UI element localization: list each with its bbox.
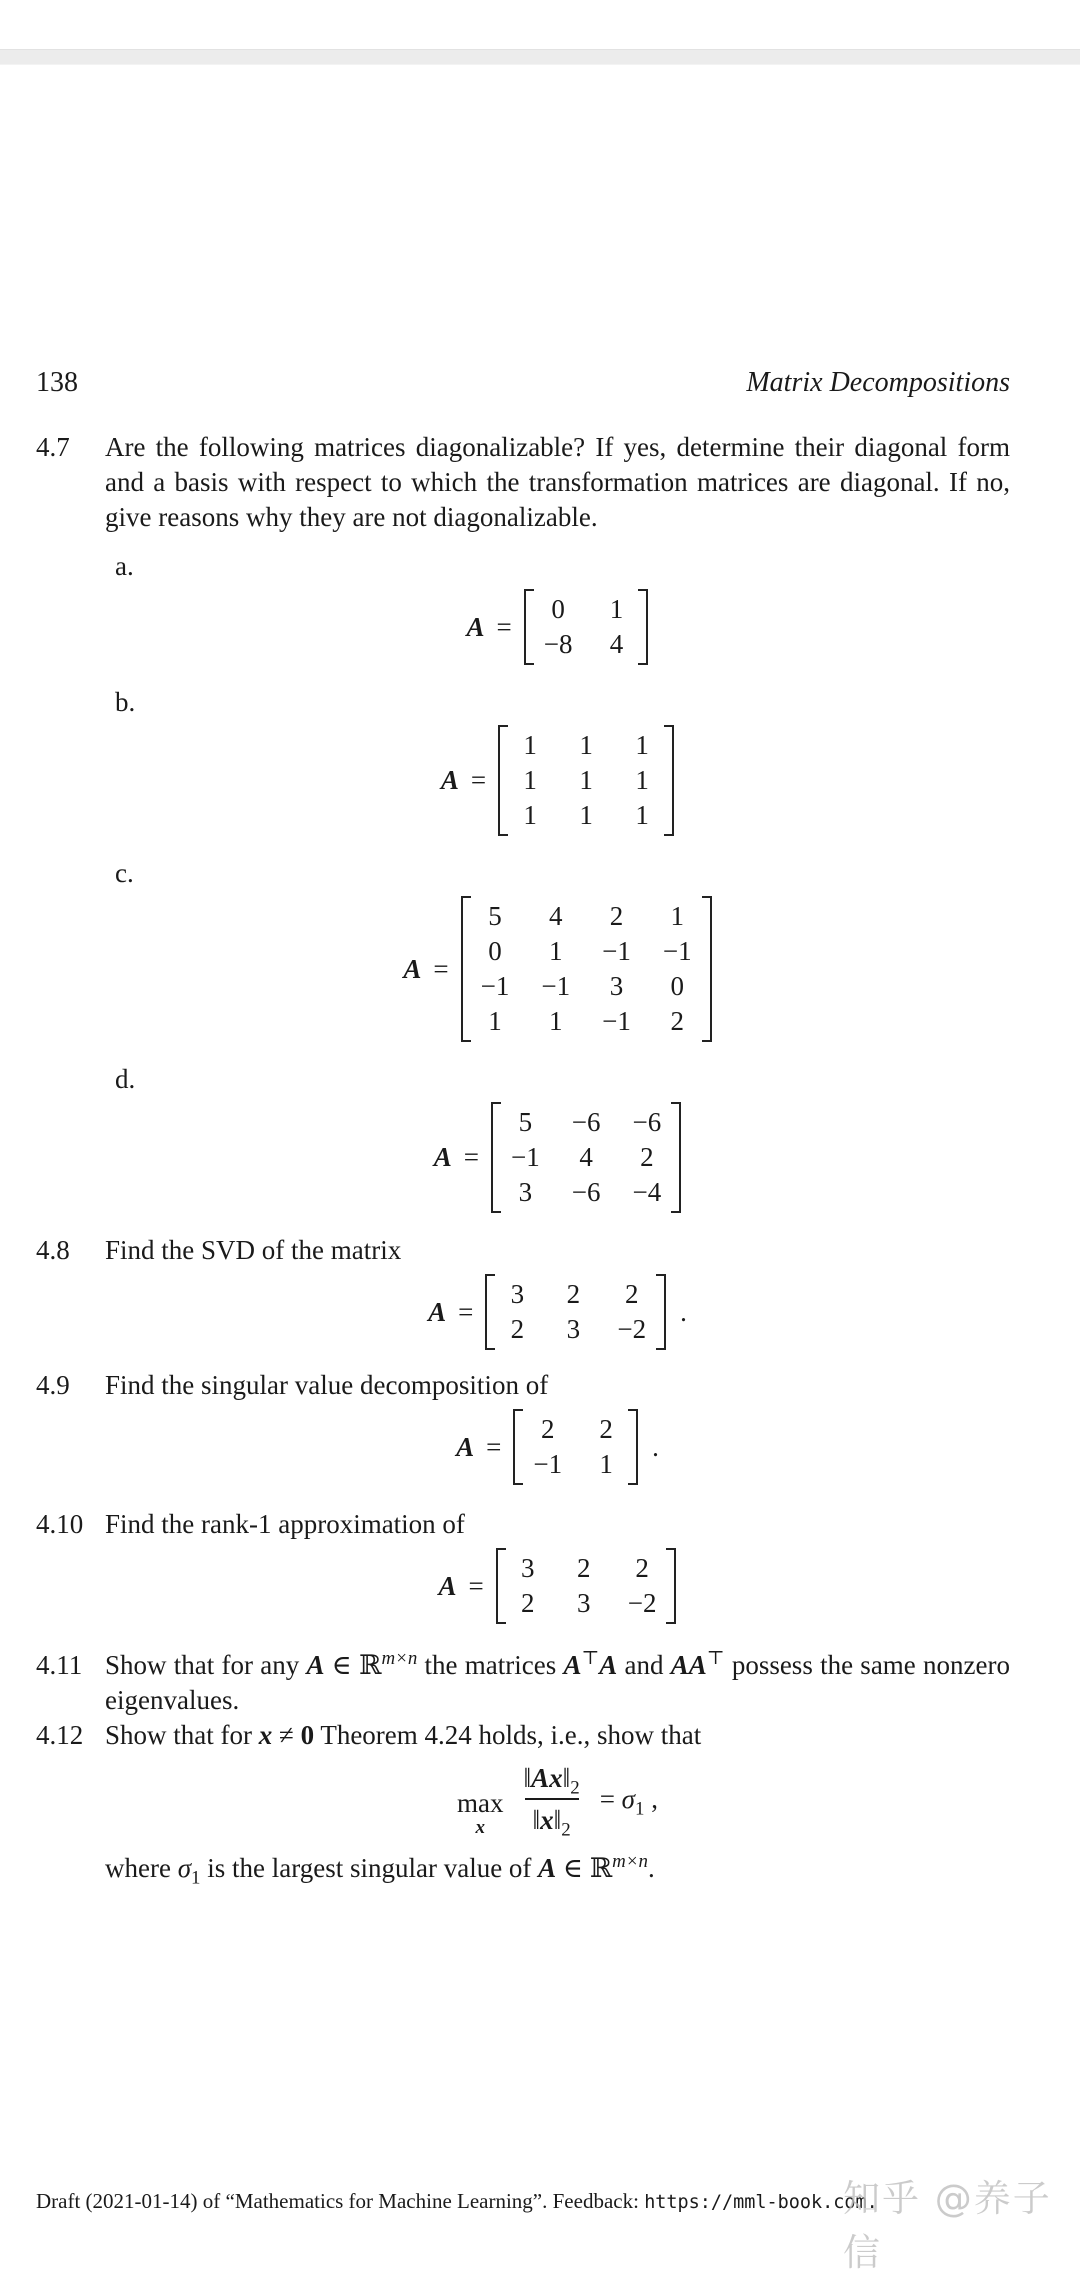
- matrix-cell: 1: [579, 730, 593, 760]
- matrix-cell: −1: [480, 971, 510, 1001]
- equation: [105, 1274, 1010, 1350]
- matrix-cell: 1: [579, 800, 593, 830]
- matrix-bracket-right: [628, 1409, 638, 1485]
- matrix-bracket-right: [638, 589, 648, 665]
- matrix-symbol: A: [440, 765, 459, 795]
- matrix-cell: 1: [523, 800, 537, 830]
- fraction-denominator: [525, 1798, 579, 1841]
- equals-sign: =: [486, 1431, 502, 1462]
- matrix-cell: −1: [511, 1142, 540, 1172]
- matrix-cell: 1: [609, 594, 624, 624]
- max-operator: [457, 1788, 504, 1838]
- text-segment: .: [647, 1853, 655, 1883]
- text-segment: Draft (2021-01-14) of “Mathematics for Machine Learning”. Feedback:: [36, 2189, 645, 2213]
- text-segment: ‖: [553, 1805, 562, 1835]
- fraction-numerator: [516, 1761, 588, 1798]
- matrix-cell: 2: [640, 1142, 654, 1172]
- matrix-cell: 2: [577, 1553, 591, 1583]
- matrix-cell: 1: [635, 765, 649, 795]
- matrix-cell: 2: [510, 1314, 525, 1344]
- text-segment: m×n: [612, 1851, 648, 1872]
- equation-b: [105, 725, 1010, 836]
- text-segment: AA: [670, 1650, 707, 1680]
- text-segment: https://mml-book.com.: [644, 2192, 878, 2213]
- text-segment: x: [258, 1720, 273, 1750]
- equals-sign: =: [470, 765, 487, 795]
- text-segment: ‖: [532, 1805, 541, 1835]
- text-segment: is the largest singular value of: [200, 1853, 539, 1883]
- matrix-symbol: A: [428, 1296, 447, 1327]
- exercise-text: Find the singular value decomposition of: [105, 1370, 549, 1400]
- footer-text: [36, 2189, 878, 2213]
- text-segment: A: [599, 1650, 618, 1680]
- exercise-body: [105, 430, 1010, 1231]
- operator-subscript: x: [475, 1817, 486, 1838]
- matrix-cell: 5: [518, 1107, 533, 1137]
- trailing-period: .: [680, 1296, 687, 1327]
- exercise-text: Are the following matrices diagonalizable? If yes, determine their diagonal form and a basis with respect to which the transformation matrices are diagonal. If no, give reasons why they are not diagonalizable.: [105, 432, 1010, 532]
- matrix: [498, 725, 674, 836]
- matrix-symbol: A: [466, 611, 485, 642]
- matrix-cell: 1: [635, 730, 649, 760]
- matrix-cell: −6: [632, 1107, 662, 1137]
- matrix-cell: 2: [635, 1553, 649, 1583]
- matrix-cell: 3: [577, 1588, 591, 1618]
- text-segment: possess the same nonzero eigenvalues.: [105, 1650, 1010, 1715]
- text-segment: 1: [191, 1867, 201, 1889]
- text-segment: A: [306, 1650, 325, 1680]
- text-segment: Show that for: [105, 1720, 259, 1750]
- matrix: [461, 896, 712, 1042]
- matrix-bracket-left: [524, 589, 534, 665]
- matrix-cell: 1: [523, 765, 537, 795]
- text-segment: A: [563, 1650, 582, 1680]
- operator-name: max: [457, 1788, 504, 1818]
- matrix-cell: 1: [635, 800, 649, 830]
- matrix-symbol: A: [456, 1431, 475, 1462]
- matrix-cell: 2: [609, 901, 624, 931]
- text-segment: =: [599, 1783, 622, 1814]
- exercise-body: [105, 1368, 1010, 1503]
- matrix: [513, 1409, 638, 1485]
- text-segment: 0: [300, 1720, 315, 1750]
- text-segment: Show that for any: [105, 1650, 307, 1680]
- text-segment: σ: [621, 1783, 635, 1814]
- text-segment: ‖: [562, 1763, 571, 1793]
- exercise-number: 4.8: [36, 1235, 70, 1265]
- matrix-cell: 2: [599, 1414, 613, 1444]
- matrix-bracket-left: [498, 725, 508, 836]
- exercise-text: Find the rank-1 approximation of: [105, 1509, 465, 1539]
- matrix-bracket-right: [671, 1102, 681, 1213]
- matrix-symbol: A: [433, 1142, 452, 1172]
- matrix-entries: [501, 1102, 671, 1213]
- where-clause: [105, 1851, 1010, 1889]
- text-segment: ,: [644, 1783, 658, 1814]
- exercise-body: [105, 1718, 1010, 1889]
- text-segment: ∈: [556, 1853, 590, 1883]
- equals-sign: =: [463, 1142, 480, 1172]
- text-segment: where: [105, 1853, 178, 1883]
- formula-rhs: [600, 1782, 658, 1817]
- matrix-cell: 1: [488, 1006, 502, 1036]
- exercise-4-9: [36, 1368, 1010, 1503]
- trailing-period: .: [652, 1431, 659, 1462]
- matrix-bracket-right: [664, 725, 674, 836]
- matrix-cell: 2: [624, 1279, 639, 1309]
- matrix-entries: [506, 1548, 667, 1624]
- equals-sign: =: [468, 1570, 484, 1601]
- matrix: [491, 1102, 681, 1213]
- exercise-body: [105, 1648, 1010, 1718]
- top-separator-bar: [0, 49, 1080, 65]
- part-label-b: b.: [115, 687, 136, 717]
- matrix-cell: 0: [670, 971, 684, 1001]
- text-segment: σ: [177, 1853, 192, 1883]
- matrix-entries: [471, 896, 702, 1042]
- exercise-4-8: [36, 1233, 1010, 1368]
- matrix-bracket-left: [485, 1274, 495, 1350]
- matrix: [524, 589, 649, 665]
- matrix: [496, 1548, 677, 1624]
- matrix-bracket-right: [666, 1548, 676, 1624]
- chapter-title: Matrix Decompositions: [746, 367, 1010, 398]
- matrix-symbol: A: [403, 953, 422, 984]
- matrix-bracket-left: [491, 1102, 501, 1213]
- matrix-cell: 4: [579, 1142, 593, 1172]
- fraction: [516, 1761, 588, 1841]
- matrix-cell: −1: [662, 936, 692, 966]
- text-segment: 2: [570, 1777, 580, 1799]
- matrix-symbol: A: [438, 1570, 457, 1601]
- exercise-4-11: [36, 1648, 1010, 1718]
- matrix-cell: 0: [551, 594, 565, 624]
- exercise-number: 4.7: [36, 432, 70, 462]
- matrix-bracket-left: [461, 896, 471, 1042]
- text-segment: and: [617, 1650, 671, 1680]
- text-segment: ℝ: [358, 1650, 382, 1680]
- matrix-cell: −8: [543, 629, 573, 659]
- text-segment: ‖: [523, 1763, 532, 1793]
- page-number: 138: [36, 367, 78, 398]
- text-segment: Theorem 4.24 holds, i.e., show that: [314, 1720, 702, 1750]
- matrix-cell: 2: [540, 1414, 555, 1444]
- exercise-4-7: [36, 430, 1010, 1231]
- equation: [105, 1409, 1010, 1485]
- equation-a: [105, 589, 1010, 665]
- matrix-cell: −2: [627, 1588, 657, 1618]
- equals-sign: =: [496, 611, 512, 642]
- text-segment: ∈: [324, 1650, 359, 1680]
- matrix-cell: 3: [521, 1553, 535, 1583]
- matrix-bracket-right: [656, 1274, 666, 1350]
- text-segment: A: [538, 1853, 557, 1883]
- matrix-bracket-left: [513, 1409, 523, 1485]
- matrix-cell: −2: [617, 1314, 647, 1344]
- matrix-entries: [534, 589, 639, 665]
- text-segment: 2: [561, 1819, 571, 1841]
- matrix-bracket-left: [496, 1548, 506, 1624]
- equals-sign: =: [433, 953, 449, 984]
- equation-c: [105, 896, 1010, 1042]
- text-segment: ℝ: [589, 1853, 613, 1883]
- text-segment: ⊤: [706, 1648, 725, 1669]
- matrix-cell: 0: [488, 936, 502, 966]
- matrix: [485, 1274, 666, 1350]
- matrix-entries: [508, 725, 664, 836]
- part-label-a: a.: [115, 551, 134, 581]
- running-head: [36, 366, 1010, 400]
- text-segment: Ax: [531, 1763, 563, 1793]
- watermark: 知乎 @养子信: [843, 2177, 1052, 2274]
- matrix-cell: 1: [579, 765, 593, 795]
- exercise-body: [105, 1507, 1010, 1642]
- matrix-cell: 2: [670, 1006, 684, 1036]
- matrix-cell: −1: [541, 971, 571, 1001]
- matrix-cell: 3: [609, 971, 624, 1001]
- exercise-number: 4.10: [36, 1509, 84, 1539]
- matrix-cell: 2: [566, 1279, 581, 1309]
- matrix-bracket-right: [702, 896, 712, 1042]
- matrix-entries: [495, 1274, 656, 1350]
- page-content: [36, 366, 1010, 1889]
- part-label-c: c.: [115, 858, 134, 888]
- equation: [105, 1548, 1010, 1624]
- exercise-body: [105, 1233, 1010, 1368]
- matrix-cell: −1: [602, 1006, 631, 1036]
- matrix-cell: −1: [602, 936, 631, 966]
- text-segment: x: [540, 1805, 554, 1835]
- matrix-cell: −6: [571, 1177, 601, 1207]
- matrix-cell: 4: [549, 901, 563, 931]
- exercise-number: 4.9: [36, 1370, 70, 1400]
- matrix-cell: 3: [510, 1279, 525, 1309]
- matrix-cell: −6: [571, 1107, 601, 1137]
- matrix-cell: 1: [599, 1449, 613, 1479]
- exercise-number: 4.11: [36, 1650, 83, 1680]
- matrix-cell: 3: [566, 1314, 581, 1344]
- text-segment: 1: [635, 1797, 645, 1819]
- matrix-cell: 1: [523, 730, 537, 760]
- text-segment: the matrices: [417, 1650, 564, 1680]
- matrix-cell: 1: [549, 936, 563, 966]
- matrix-cell: −1: [533, 1449, 563, 1479]
- matrix-cell: 1: [549, 1006, 563, 1036]
- matrix-cell: 1: [670, 901, 684, 931]
- matrix-entries: [523, 1409, 628, 1485]
- exercise-text: [105, 1648, 1010, 1718]
- matrix-cell: 3: [518, 1177, 533, 1207]
- display-formula: [105, 1761, 1010, 1841]
- equals-sign: =: [458, 1296, 474, 1327]
- text-segment: m×n: [381, 1648, 418, 1669]
- text-segment: ≠: [272, 1720, 301, 1750]
- exercise-text: Find the SVD of the matrix: [105, 1235, 402, 1265]
- matrix-cell: 2: [521, 1588, 535, 1618]
- exercise-4-10: [36, 1507, 1010, 1642]
- exercise-number: 4.12: [36, 1720, 84, 1750]
- matrix-cell: 4: [609, 629, 624, 659]
- matrix-cell: 5: [488, 901, 502, 931]
- exercise-4-12: [36, 1718, 1010, 1889]
- equation-d: [105, 1102, 1010, 1213]
- exercise-text: [105, 1718, 1010, 1753]
- matrix-cell: −4: [632, 1177, 662, 1207]
- text-segment: ⊤: [581, 1648, 600, 1669]
- part-label-d: d.: [115, 1064, 136, 1094]
